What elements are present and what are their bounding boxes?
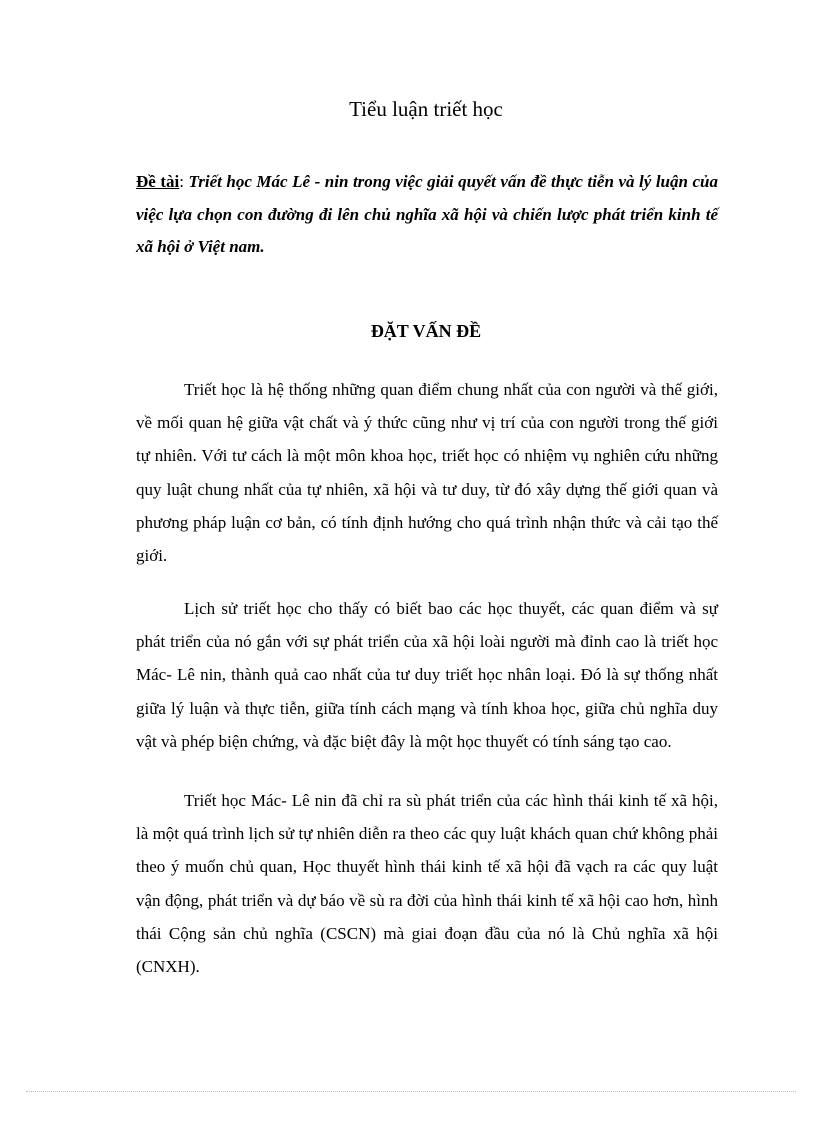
section-heading: ĐẶT VẤN ĐỀ — [370, 321, 482, 341]
paragraph: Lịch sử triết học cho thấy có biết bao các học thuyết, các quan điểm và sự phát triển của nó gắn với sự phát triển của xã hội loài người mà đỉnh cao là triết học Mác- Lê nin, thành quả cao nhất của tư duy triết học nhân loại. Đó là sự thống nhất giữa lý luận và thực tiễn, giữa tính cách mạng và tính khoa học, giữa chủ nghĩa duy vật và phép biện chứng, và đặc biệt đây là một học thuyết có tính sáng tạo cao. — [136, 599, 718, 751]
document-title: Tiểu luận triết học — [349, 97, 503, 121]
footer-divider — [26, 1091, 796, 1092]
topic-label: Đề tài — [136, 172, 180, 191]
topic-text: Triết học Mác Lê - nin trong việc giải quyết vấn đề thực tiễn và lý luận của việc lựa chọn con đường đi lên chủ nghĩa xã hội và chiến lược phát triển kinh tế xã hội ở Việt nam. — [136, 172, 718, 256]
topic-block — [136, 166, 718, 264]
paragraph: Triết học là hệ thống những quan điểm chung nhất của con người và thế giới, về mối quan hệ giữa vật chất và ý thức cũng như vị trí của con người trong thế giới tự nhiên. Với tư cách là một môn khoa học, triết học có nhiệm vụ nghiên cứu những quy luật chung nhất của tự nhiên, xã hội và tư duy, từ đó xây dựng thế giới quan và phương pháp luận cơ bản, có tính định hướng cho quá trình nhận thức và cải tạo thế giới. — [136, 380, 718, 566]
topic-colon: : — [179, 172, 189, 191]
paragraph: Triết học Mác- Lê nin đã chỉ ra sù phát triển của các hình thái kinh tế xã hội, là một quá trình lịch sử tự nhiên diễn ra theo các quy luật khách quan chứ không phải theo ý muốn chủ quan, Học thuyết hình thái kinh tế xã hội đã vạch ra các quy luật vận động, phát triển và dự báo về sù ra đời của hình thái kinh tế xã hội cao hơn, hình thái Cộng sản chủ nghĩa (CSCN) mà giai đoạn đầu của nó là Chủ nghĩa xã hội (CNXH). — [136, 791, 718, 977]
